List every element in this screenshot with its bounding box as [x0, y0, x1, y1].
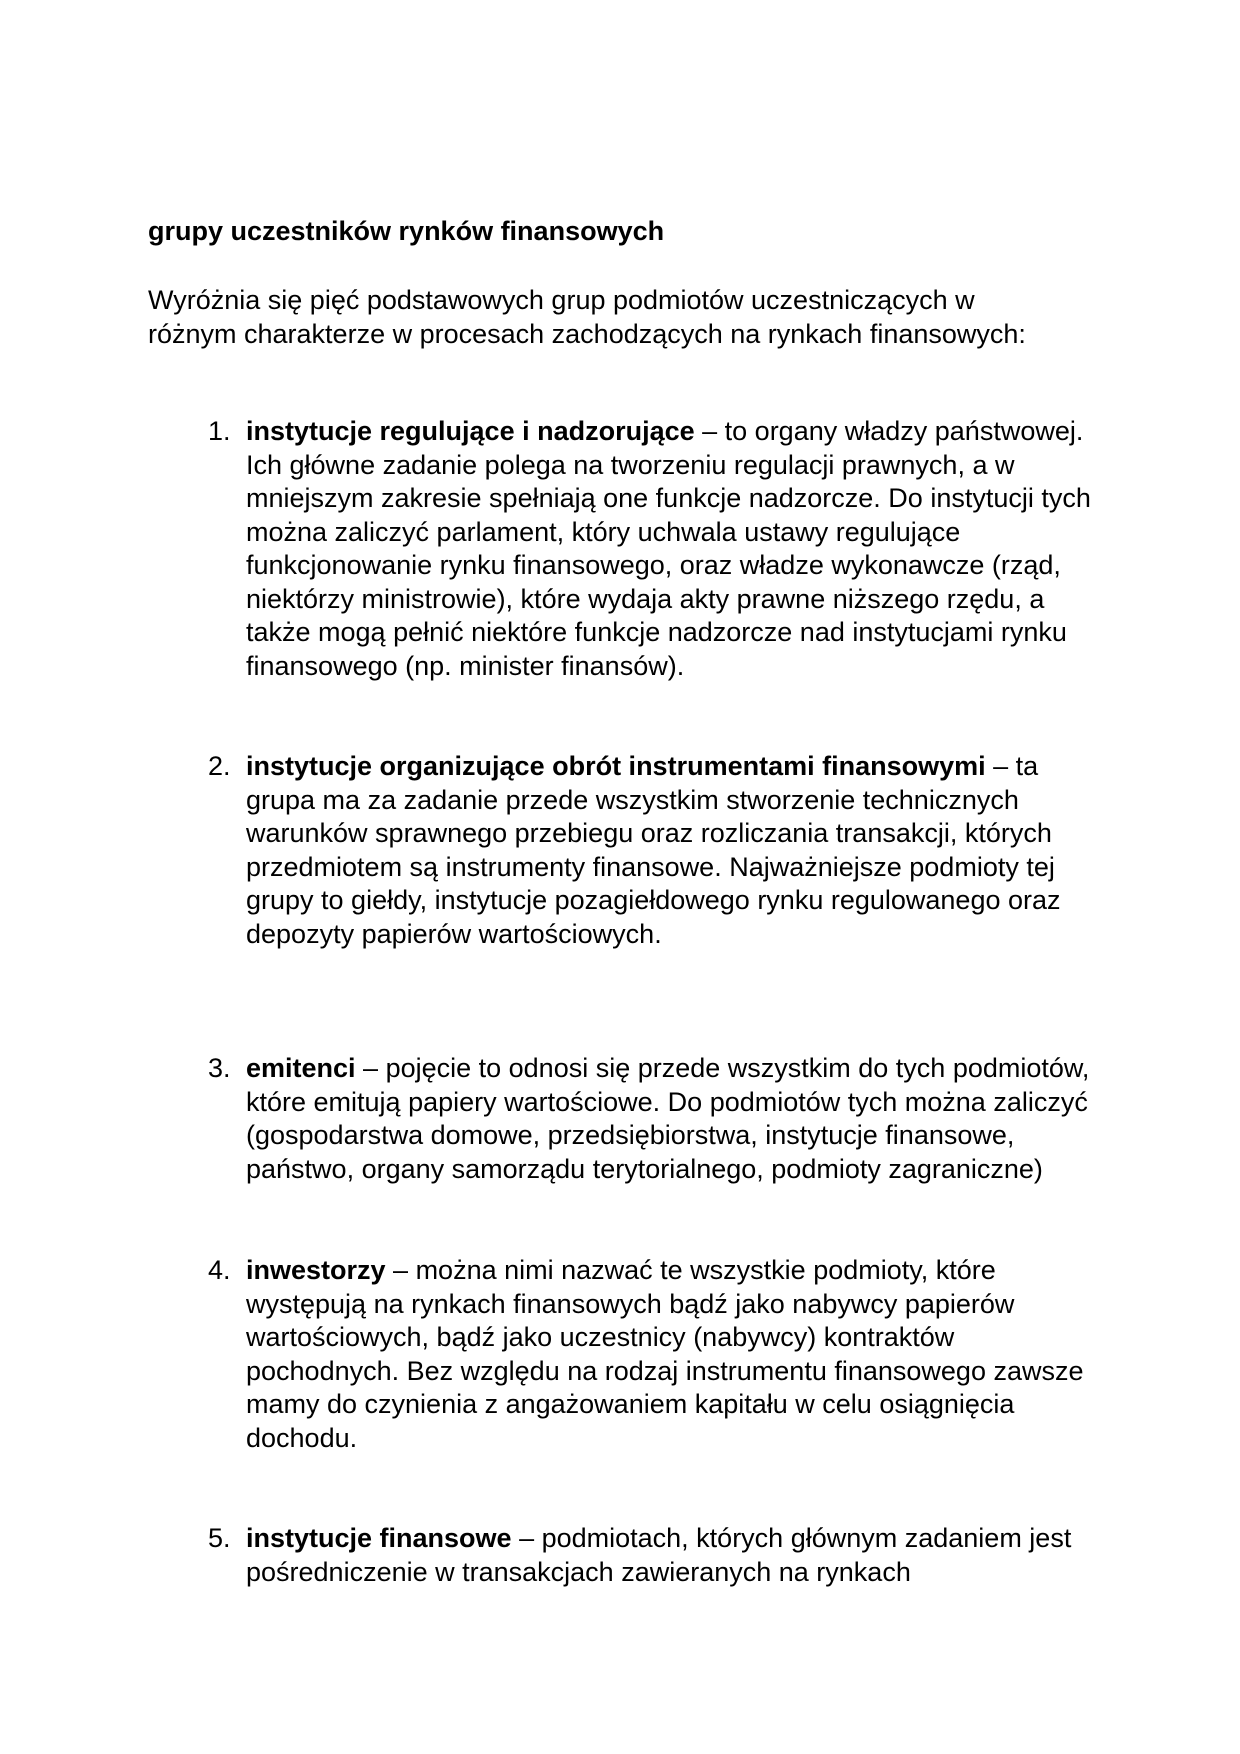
list-item-description: – to organy władzy państwowej. Ich główne zadanie polega na tworzeniu regulacji prawnych, a w mniejszym zakresie spełniają one funkcje nadzorcze. Do instytucji tych można zaliczyć parlament, który uchwala ustawy regulujące funkcjonowanie rynku finansowego, oraz władze wykonawcze (rząd, niektórzy ministrowie), które wydaja akty prawne niższego rzędu, a także mogą pełnić niektóre funkcje nadzorcze nad instytucjami rynku finansowego (np. minister finansów).	[246, 416, 1091, 681]
list-item-term: emitenci	[246, 1053, 356, 1083]
list-item-term: inwestorzy	[246, 1255, 386, 1285]
list-item-body	[246, 415, 1106, 683]
list-item-description: – podmiotach, których głównym zadaniem jest pośredniczenie w transakcjach zawieranych na rynkach	[246, 1523, 1072, 1587]
intro-paragraph: Wyróżnia się pięć podstawowych grup podmiotów uczestniczących w różnym charakterze w procesach zachodzących na rynkach finansowych:	[148, 285, 1026, 349]
list-item-description: – pojęcie to odnosi się przede wszystkim do tych podmiotów, które emitują papiery wartościowe. Do podmiotów tych można zaliczyć (gospodarstwa domowe, przedsiębiorstwa, instytucje finansowe, państwo, organy samorządu terytorialnego, podmioty zagraniczne)	[246, 1053, 1090, 1184]
list-item-number: 5.	[208, 1523, 231, 1553]
list-item-term: instytucje finansowe	[246, 1523, 512, 1553]
list-item-description: – ta grupa ma za zadanie przede wszystkim stworzenie technicznych warunków sprawnego przebiegu oraz rozliczania transakcji, których przedmiotem są instrumenty finansowe. Najważniejsze podmioty tej grupy to giełdy, instytucje pozagiełdowego rynku regulowanego oraz depozyty papierów wartościowych.	[246, 751, 1061, 949]
list-item-number: 3.	[208, 1053, 231, 1083]
list-item-number: 4.	[208, 1255, 231, 1285]
list-item-body	[246, 1254, 1106, 1455]
list-item-body	[246, 750, 1106, 951]
list-item-number: 2.	[208, 751, 231, 781]
list-item-term: instytucje organizujące obrót instrumentami finansowymi	[246, 751, 986, 781]
list-item-body	[246, 1052, 1106, 1186]
list-item-description: – można nimi nazwać te wszystkie podmioty, które występują na rynkach finansowych bądź jako nabywcy papierów wartościowych, bądź jako uczestnicy (nabywcy) kontraktów pochodnych. Bez względu na rodzaj instrumentu finansowego zawsze mamy do czynienia z angażowaniem kapitału w celu osiągnięcia dochodu.	[246, 1255, 1084, 1453]
list-item-term: instytucje regulujące i nadzorujące	[246, 416, 695, 446]
list-item-body	[246, 1522, 1106, 1589]
list-item-number: 1.	[208, 416, 231, 446]
document-title: grupy uczestników rynków finansowych	[148, 216, 665, 246]
